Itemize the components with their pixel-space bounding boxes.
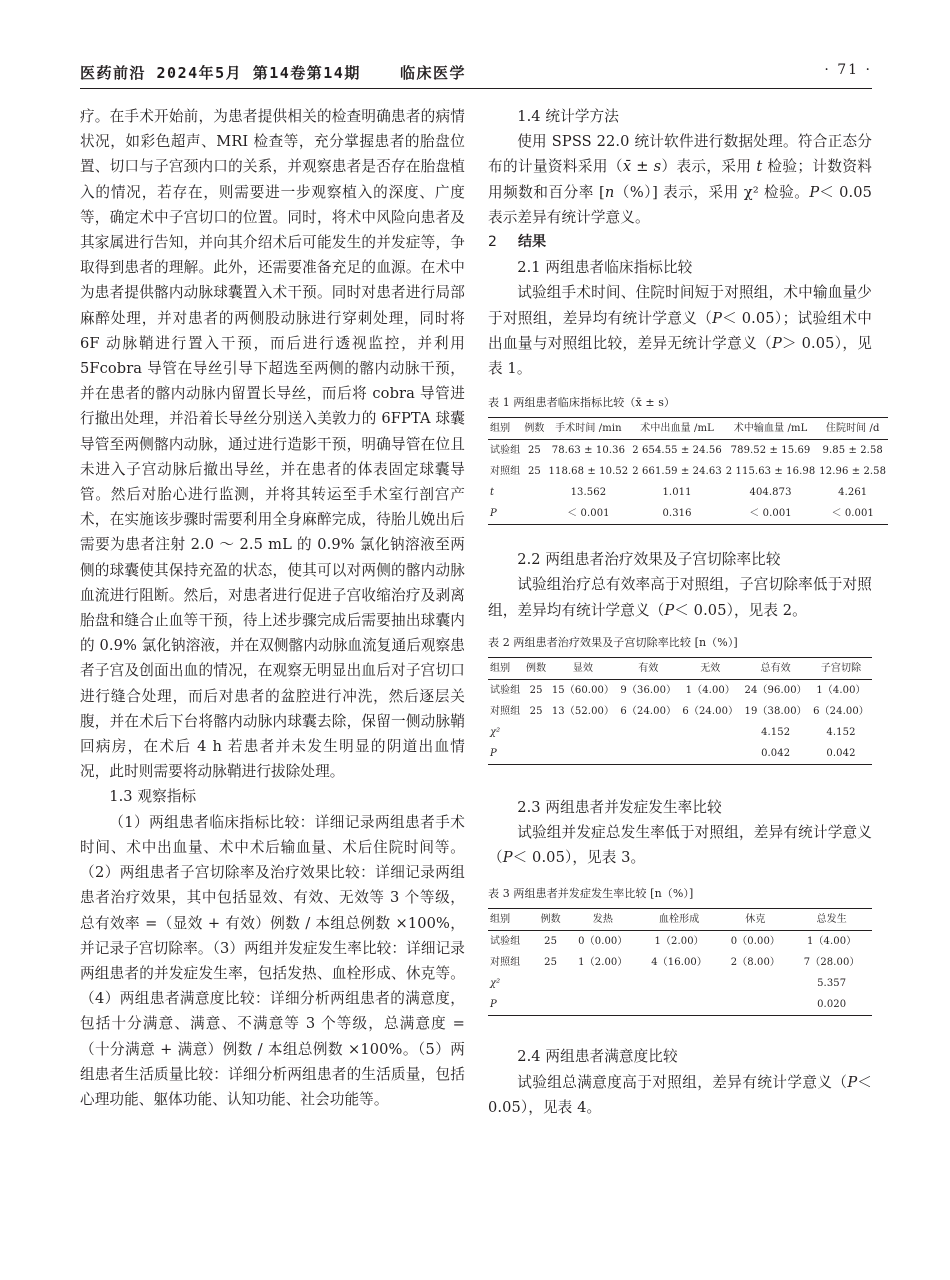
table-row: 对照组 25 13（52.00） 6（24.00） 6（24.00） 19（38.00） 6（24.00） [490, 705, 869, 717]
heading-2-4: 2.4 两组患者满意度比较 [517, 1048, 678, 1066]
header-rule [80, 88, 872, 89]
table-row: P 0.020 [488, 994, 872, 1016]
table-row: 对照组 25 1（2.00） 4（16.00） 2（8.00） 7（28.00） [490, 957, 860, 969]
table-3-header: 组别 例数 发热 血栓形成 休克 总发生 [488, 909, 872, 931]
result-2-1-paragraph: 试验组手术时间、住院时间短于对照组，术中输血量少于对照组，差异均有统计学意义（P＜ 0.05）；试验组术中出血量与对照组比较，差异无统计学意义（P＞ 0.05），见表 1。 [488, 284, 873, 378]
heading-2-1: 2.1 两组患者临床指标比较 [517, 259, 693, 277]
table-row: χ² 4.152 4.152 [490, 726, 856, 738]
table-row: 试验组 25 78.63 ± 10.36 2 654.55 ± 24.56 789.52 ± 15.69 9.85 ± 2.58 [490, 445, 883, 457]
table-1-caption: 表 1 两组患者临床指标比较（x̄ ± s） [488, 396, 676, 410]
procedure-paragraph: 疗。在手术开始前，为患者提供相关的检查明确患者的病情状况，如彩色超声、MRI 检查等，充分掌握患者的胎盘位置、切口与子宫颈内口的关系，并观察患者是否存在胎盘植入的情况，若存在，则需要进一步观察植入的深度、广度等，确定术中子宫切口的位置。同时，将术中风险向患者及其家属进行告知，并向其介绍术后可能发生的并发症等，争取得到患者的理解。此外，还需要准备充足的血源。在术中为患者提供髂内动脉球囊置入术干预。同时对患者进行局部麻醉处理，并对患者的两侧股动脉进行穿刺处理，同时将 6F 动脉鞘进行置入干预，而后进行透视监控，并利用 5Fcobra 导管在导丝引导下超选至两侧的髂内动脉干预，并在患者的髂内动脉内留置长导丝，而后将 cobra 导管进行撤出处理，并沿着长导丝分别送入美敦力的 6FPTA 球囊导管至两侧髂内动脉，通过进行造影干预，明确导管在位且未进入子宫动脉后撤出导丝，并在患者的体表固定球囊导管。然后对胎心进行监测，并将其转运至手术室行剖宫产术，在实施该步骤时需要利用全身麻醉完成，待胎儿娩出后需要为患者注射 2.0 ～ 2.5 mL 的 0.9% 氯化钠溶液至两侧的球囊使其保持充盈的状态，使其可以对两侧的髂内动脉血流进行阻断。然后，对患者进行促进子宫收缩治疗及剥离胎盘和缝合止血等干预，待上述步骤完成后需要抽出球囊内的 0.9% 氯化钠溶液，并在双侧髂内动脉血流复通后观察患者子宫及创面出血的情况，在观察无明显出血后对子宫切口进行缝合处理，而后对患者的盆腔进行冲洗，然后逐层关腹，并在术后下台将髂内动脉内球囊去除，保留一侧动脉鞘回病房，在术后 4 h 若患者并未发生明显的阴道出血情况，此时则需要将动脉鞘进行拔除处理。 [80, 108, 465, 781]
table-3 [488, 886, 872, 1016]
table-row: 对照组 25 118.68 ± 10.52 2 661.59 ± 24.63 2 115.63 ± 16.98 12.96 ± 2.58 [490, 466, 887, 478]
journal-info: 医药前沿 2024年5月 第14卷第14期 [80, 64, 361, 82]
table-1 [488, 395, 887, 525]
right-column [488, 104, 887, 1120]
table-row: P ＜ 0.001 0.316 ＜ 0.001 ＜ 0.001 [488, 503, 888, 525]
result-2-3-paragraph: 试验组并发症总发生率低于对照组，差异有统计学意义（P＜ 0.05），见表 3。 [488, 824, 872, 867]
heading-2-2: 2.2 两组患者治疗效果及子宫切除率比较 [517, 551, 781, 569]
result-2-2-paragraph: 试验组治疗总有效率高于对照组，子宫切除率低于对照组，差异均有统计学意义（P＜ 0.05），见表 2。 [488, 576, 872, 619]
table-row: χ² 5.357 [490, 978, 847, 990]
table-2-caption: 表 2 两组患者治疗效果及子宫切除率比较 [n（%）] [488, 635, 738, 649]
heading-2-results: 2 结果 [488, 234, 547, 251]
table-1-header: 组别 例数 手术时间 /min 术中出血量 /mL 术中输血量 /mL 住院时间 /d [488, 418, 888, 440]
left-column [80, 104, 465, 1112]
heading-1-3: 1.3 观察指标 [109, 788, 197, 806]
table-3-caption: 表 3 两组患者并发症发生率比较 [n（%）] [488, 887, 694, 901]
section-name: 临床医学 [400, 64, 467, 82]
running-header [80, 58, 872, 92]
table-row: 试验组 25 0（0.00） 1（2.00） 0（0.00） 1（4.00） [490, 936, 857, 948]
stats-paragraph: 使用 SPSS 22.0 统计软件进行数据处理。符合正态分布的计量资料采用（x̄ ± s）表示，采用 t 检验；计数资料用频数和百分率 [n（%）] 表示，采用 χ² 检验。P＜ 0.05 表示差异有统计学意义。 [488, 133, 873, 226]
table-row: P 0.042 0.042 [488, 743, 872, 765]
indicators-paragraph: （1）两组患者临床指标比较：详细记录两组患者手术时间、术中出血量、术中术后输血量、术后住院时间等。（2）两组患者子宫切除率及治疗效果比较：详细记录两组患者治疗效果，其中包括显效、有效、无效等 3 个等级，总有效率 =（显效 + 有效）例数 / 本组总例数 ×100%，并记录子宫切除率。（3）两组并发症发生率比较：详细记录两组患者的并发症发生率，包括发热、血栓形成、休克等。（4）两组患者满意度比较：详细分析两组患者的满意度，包括十分满意、满意、不满意等 3 个等级，总满意度 =（十分满意 + 满意）例数 / 本组总例数 ×100%。（5）两组患者生活质量比较：详细分析两组患者的生活质量，包括心理功能、躯体功能、认知功能、社会功能等。 [80, 813, 465, 1108]
result-2-4-paragraph: 试验组总满意度高于对照组，差异有统计学意义（P＜ 0.05），见表 4。 [488, 1073, 872, 1116]
table-2-header: 组别 例数 显效 有效 无效 总有效 子宫切除 [488, 657, 872, 679]
page-number: · 71 · [824, 62, 872, 78]
table-row: t 13.562 1.011 404.873 4.261 [490, 487, 868, 499]
table-row: 试验组 25 15（60.00） 9（36.00） 1（4.00） 24（96.00） 1（4.00） [490, 684, 866, 696]
heading-1-4: 1.4 统计学方法 [517, 108, 619, 125]
table-2 [488, 635, 872, 765]
heading-2-3: 2.3 两组患者并发症发生率比较 [517, 798, 722, 816]
